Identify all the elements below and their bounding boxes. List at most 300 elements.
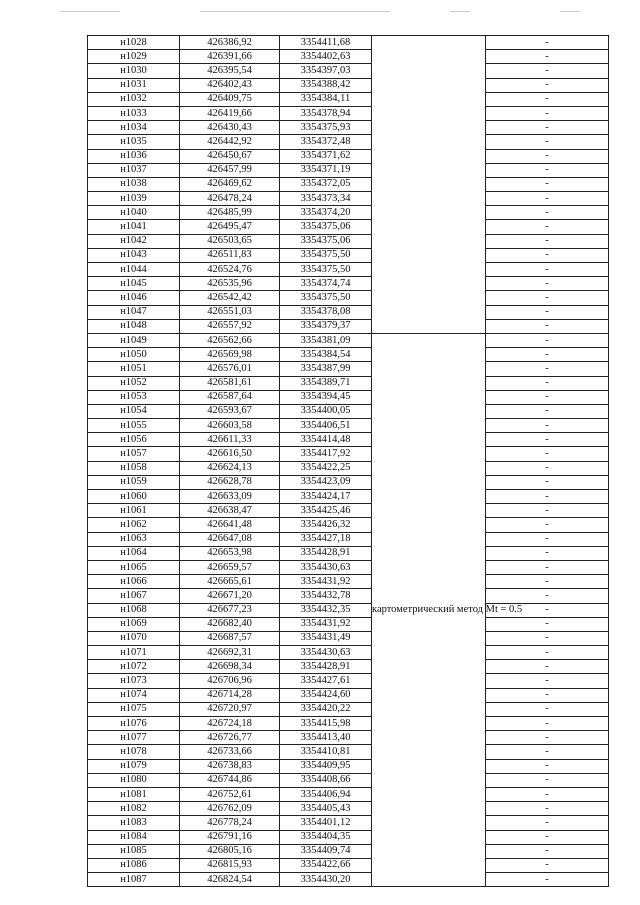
y-coordinate-cell: 3354402,63 — [280, 50, 372, 64]
note-cell: - — [486, 702, 609, 716]
x-coordinate-cell: 426724,18 — [180, 717, 280, 731]
y-coordinate-cell: 3354384,54 — [280, 348, 372, 362]
x-coordinate-cell: 426469,62 — [180, 177, 280, 191]
x-coordinate-cell: 426698,34 — [180, 660, 280, 674]
point-name-cell: н1030 — [88, 64, 180, 78]
note-cell: - — [486, 291, 609, 305]
point-name-cell: н1069 — [88, 617, 180, 631]
table-row — [88, 646, 609, 660]
table-row — [88, 305, 609, 319]
y-coordinate-cell: 3354372,05 — [280, 177, 372, 191]
y-coordinate-cell: 3354381,09 — [280, 333, 372, 347]
y-coordinate-cell: 3354430,63 — [280, 560, 372, 574]
point-name-cell: н1048 — [88, 319, 180, 333]
y-coordinate-cell: 3354378,08 — [280, 305, 372, 319]
x-coordinate-cell: 426682,40 — [180, 617, 280, 631]
point-name-cell: н1068 — [88, 603, 180, 617]
x-coordinate-cell: 426628,78 — [180, 475, 280, 489]
table-row — [88, 830, 609, 844]
table-row — [88, 631, 609, 645]
note-cell: - — [486, 220, 609, 234]
y-coordinate-cell: 3354373,34 — [280, 192, 372, 206]
point-name-cell: н1031 — [88, 78, 180, 92]
y-coordinate-cell: 3354432,35 — [280, 603, 372, 617]
table-row — [88, 50, 609, 64]
note-cell: - — [486, 759, 609, 773]
y-coordinate-cell: 3354375,93 — [280, 121, 372, 135]
y-coordinate-cell: 3354397,03 — [280, 64, 372, 78]
note-cell: - — [486, 532, 609, 546]
point-name-cell: н1034 — [88, 121, 180, 135]
table-row — [88, 78, 609, 92]
note-cell: - — [486, 206, 609, 220]
point-name-cell: н1032 — [88, 92, 180, 106]
note-cell: - — [486, 419, 609, 433]
y-coordinate-cell: 3354406,94 — [280, 787, 372, 801]
y-coordinate-cell: 3354417,92 — [280, 447, 372, 461]
x-coordinate-cell: 426778,24 — [180, 816, 280, 830]
note-cell: - — [486, 830, 609, 844]
table-row — [88, 802, 609, 816]
note-cell: - — [486, 78, 609, 92]
point-name-cell: н1045 — [88, 277, 180, 291]
point-name-cell: н1050 — [88, 348, 180, 362]
table-row — [88, 759, 609, 773]
y-coordinate-cell: 3354400,05 — [280, 404, 372, 418]
note-cell: - — [486, 149, 609, 163]
table-row — [88, 206, 609, 220]
note-cell: - — [486, 234, 609, 248]
x-coordinate-cell: 426706,96 — [180, 674, 280, 688]
point-name-cell: н1063 — [88, 532, 180, 546]
note-cell: - — [486, 163, 609, 177]
x-coordinate-cell: 426593,67 — [180, 404, 280, 418]
y-coordinate-cell: 3354430,20 — [280, 873, 372, 887]
table-row — [88, 106, 609, 120]
x-coordinate-cell: 426641,48 — [180, 518, 280, 532]
x-coordinate-cell: 426402,43 — [180, 78, 280, 92]
table-row — [88, 490, 609, 504]
coordinates-table — [87, 35, 609, 887]
table-row — [88, 277, 609, 291]
y-coordinate-cell: 3354413,40 — [280, 731, 372, 745]
point-name-cell: н1055 — [88, 419, 180, 433]
note-cell: - — [486, 36, 609, 50]
note-cell: - — [486, 717, 609, 731]
x-coordinate-cell: 426659,57 — [180, 560, 280, 574]
y-coordinate-cell: 3354388,42 — [280, 78, 372, 92]
note-cell: - — [486, 617, 609, 631]
point-name-cell: н1059 — [88, 475, 180, 489]
scan-artifact-line — [60, 11, 120, 12]
y-coordinate-cell: 3354431,49 — [280, 631, 372, 645]
note-cell: - — [486, 546, 609, 560]
note-cell: - — [486, 589, 609, 603]
x-coordinate-cell: 426495,47 — [180, 220, 280, 234]
point-name-cell: н1042 — [88, 234, 180, 248]
table-row — [88, 220, 609, 234]
table-row — [88, 135, 609, 149]
x-coordinate-cell: 426430,43 — [180, 121, 280, 135]
note-cell: - — [486, 121, 609, 135]
point-name-cell: н1036 — [88, 149, 180, 163]
note-cell: - — [486, 773, 609, 787]
y-coordinate-cell: 3354431,92 — [280, 575, 372, 589]
x-coordinate-cell: 426511,83 — [180, 248, 280, 262]
x-coordinate-cell: 426442,92 — [180, 135, 280, 149]
point-name-cell: н1049 — [88, 333, 180, 347]
x-coordinate-cell: 426503,65 — [180, 234, 280, 248]
y-coordinate-cell: 3354375,06 — [280, 220, 372, 234]
y-coordinate-cell: 3354428,91 — [280, 546, 372, 560]
table-row — [88, 504, 609, 518]
note-cell: - — [486, 631, 609, 645]
point-name-cell: н1033 — [88, 106, 180, 120]
note-cell: - — [486, 603, 609, 617]
y-coordinate-cell: 3354389,71 — [280, 376, 372, 390]
point-name-cell: н1080 — [88, 773, 180, 787]
table-row — [88, 376, 609, 390]
note-cell: - — [486, 560, 609, 574]
x-coordinate-cell: 426720,97 — [180, 702, 280, 716]
x-coordinate-cell: 426562,66 — [180, 333, 280, 347]
x-coordinate-cell: 426409,75 — [180, 92, 280, 106]
note-cell: - — [486, 404, 609, 418]
table-row — [88, 92, 609, 106]
point-name-cell: н1028 — [88, 36, 180, 50]
y-coordinate-cell: 3354411,68 — [280, 36, 372, 50]
table-row — [88, 248, 609, 262]
note-cell: - — [486, 362, 609, 376]
table-row — [88, 419, 609, 433]
point-name-cell: н1079 — [88, 759, 180, 773]
x-coordinate-cell: 426569,98 — [180, 348, 280, 362]
note-cell: - — [486, 376, 609, 390]
note-cell: - — [486, 348, 609, 362]
table-row — [88, 163, 609, 177]
y-coordinate-cell: 3354401,12 — [280, 816, 372, 830]
x-coordinate-cell: 426611,33 — [180, 433, 280, 447]
table-row — [88, 433, 609, 447]
note-cell: - — [486, 688, 609, 702]
table-row — [88, 36, 609, 50]
point-name-cell: н1074 — [88, 688, 180, 702]
note-cell: - — [486, 575, 609, 589]
x-coordinate-cell: 426587,64 — [180, 390, 280, 404]
x-coordinate-cell: 426824,54 — [180, 873, 280, 887]
point-name-cell: н1041 — [88, 220, 180, 234]
note-cell: - — [486, 433, 609, 447]
note-cell: - — [486, 50, 609, 64]
y-coordinate-cell: 3354387,99 — [280, 362, 372, 376]
y-coordinate-cell: 3354409,74 — [280, 844, 372, 858]
note-cell: - — [486, 858, 609, 872]
point-name-cell: н1038 — [88, 177, 180, 191]
table-row — [88, 858, 609, 872]
x-coordinate-cell: 426815,93 — [180, 858, 280, 872]
y-coordinate-cell: 3354422,25 — [280, 461, 372, 475]
y-coordinate-cell: 3354427,18 — [280, 532, 372, 546]
note-cell: - — [486, 646, 609, 660]
y-coordinate-cell: 3354371,62 — [280, 149, 372, 163]
x-coordinate-cell: 426386,92 — [180, 36, 280, 50]
y-coordinate-cell: 3354431,92 — [280, 617, 372, 631]
table-row — [88, 773, 609, 787]
note-cell: - — [486, 787, 609, 801]
x-coordinate-cell: 426557,92 — [180, 319, 280, 333]
y-coordinate-cell: 3354420,22 — [280, 702, 372, 716]
point-name-cell: н1047 — [88, 305, 180, 319]
table-row — [88, 475, 609, 489]
y-coordinate-cell: 3354423,09 — [280, 475, 372, 489]
y-coordinate-cell: 3354428,91 — [280, 660, 372, 674]
y-coordinate-cell: 3354426,32 — [280, 518, 372, 532]
point-name-cell: н1067 — [88, 589, 180, 603]
x-coordinate-cell: 426752,61 — [180, 787, 280, 801]
coordinates-table-body — [88, 36, 609, 887]
table-row — [88, 688, 609, 702]
table-row — [88, 546, 609, 560]
note-cell: - — [486, 475, 609, 489]
point-name-cell: н1060 — [88, 490, 180, 504]
point-name-cell: н1058 — [88, 461, 180, 475]
x-coordinate-cell: 426726,77 — [180, 731, 280, 745]
note-cell: - — [486, 504, 609, 518]
y-coordinate-cell: 3354374,20 — [280, 206, 372, 220]
scan-artifact-line — [450, 11, 470, 12]
point-name-cell: н1040 — [88, 206, 180, 220]
point-name-cell: н1053 — [88, 390, 180, 404]
table-row — [88, 603, 609, 617]
note-cell: - — [486, 177, 609, 191]
note-cell: - — [486, 518, 609, 532]
note-cell: - — [486, 447, 609, 461]
x-coordinate-cell: 426687,57 — [180, 631, 280, 645]
note-cell: - — [486, 319, 609, 333]
note-cell: - — [486, 802, 609, 816]
y-coordinate-cell: 3354375,50 — [280, 291, 372, 305]
note-cell: - — [486, 135, 609, 149]
table-row — [88, 589, 609, 603]
note-cell: - — [486, 461, 609, 475]
point-name-cell: н1046 — [88, 291, 180, 305]
x-coordinate-cell: 426603,58 — [180, 419, 280, 433]
table-row — [88, 731, 609, 745]
y-coordinate-cell: 3354406,51 — [280, 419, 372, 433]
note-cell: - — [486, 263, 609, 277]
table-row — [88, 461, 609, 475]
point-name-cell: н1066 — [88, 575, 180, 589]
x-coordinate-cell: 426762,09 — [180, 802, 280, 816]
table-row — [88, 717, 609, 731]
y-coordinate-cell: 3354374,74 — [280, 277, 372, 291]
table-row — [88, 532, 609, 546]
x-coordinate-cell: 426733,66 — [180, 745, 280, 759]
y-coordinate-cell: 3354372,48 — [280, 135, 372, 149]
x-coordinate-cell: 426542,42 — [180, 291, 280, 305]
y-coordinate-cell: 3354404,35 — [280, 830, 372, 844]
y-coordinate-cell: 3354430,63 — [280, 646, 372, 660]
x-coordinate-cell: 426665,61 — [180, 575, 280, 589]
x-coordinate-cell: 426576,01 — [180, 362, 280, 376]
y-coordinate-cell: 3354409,95 — [280, 759, 372, 773]
y-coordinate-cell: 3354378,94 — [280, 106, 372, 120]
point-name-cell: н1043 — [88, 248, 180, 262]
x-coordinate-cell: 426395,54 — [180, 64, 280, 78]
scan-artifact-line — [560, 11, 580, 12]
y-coordinate-cell: 3354375,50 — [280, 263, 372, 277]
table-row — [88, 674, 609, 688]
y-coordinate-cell: 3354384,11 — [280, 92, 372, 106]
y-coordinate-cell: 3354408,66 — [280, 773, 372, 787]
table-row — [88, 518, 609, 532]
y-coordinate-cell: 3354422,66 — [280, 858, 372, 872]
note-cell: - — [486, 305, 609, 319]
x-coordinate-cell: 426653,98 — [180, 546, 280, 560]
x-coordinate-cell: 426419,66 — [180, 106, 280, 120]
table-row — [88, 177, 609, 191]
y-coordinate-cell: 3354379,37 — [280, 319, 372, 333]
x-coordinate-cell: 426638,47 — [180, 504, 280, 518]
note-cell: - — [486, 248, 609, 262]
x-coordinate-cell: 426485,99 — [180, 206, 280, 220]
point-name-cell: н1054 — [88, 404, 180, 418]
table-row — [88, 702, 609, 716]
x-coordinate-cell: 426551,03 — [180, 305, 280, 319]
point-name-cell: н1084 — [88, 830, 180, 844]
x-coordinate-cell: 426744,86 — [180, 773, 280, 787]
y-coordinate-cell: 3354415,98 — [280, 717, 372, 731]
point-name-cell: н1044 — [88, 263, 180, 277]
note-cell: - — [486, 390, 609, 404]
y-coordinate-cell: 3354425,46 — [280, 504, 372, 518]
point-name-cell: н1062 — [88, 518, 180, 532]
note-cell: - — [486, 92, 609, 106]
y-coordinate-cell: 3354394,45 — [280, 390, 372, 404]
table-row — [88, 64, 609, 78]
table-row — [88, 121, 609, 135]
table-row — [88, 348, 609, 362]
point-name-cell: н1056 — [88, 433, 180, 447]
x-coordinate-cell: 426457,99 — [180, 163, 280, 177]
point-name-cell: н1075 — [88, 702, 180, 716]
x-coordinate-cell: 426738,83 — [180, 759, 280, 773]
point-name-cell: н1029 — [88, 50, 180, 64]
note-cell: - — [486, 64, 609, 78]
x-coordinate-cell: 426391,66 — [180, 50, 280, 64]
table-row — [88, 873, 609, 887]
point-name-cell: н1085 — [88, 844, 180, 858]
note-cell: - — [486, 490, 609, 504]
point-name-cell: н1082 — [88, 802, 180, 816]
y-coordinate-cell: 3354424,17 — [280, 490, 372, 504]
table-row — [88, 660, 609, 674]
table-row — [88, 816, 609, 830]
note-cell: - — [486, 745, 609, 759]
x-coordinate-cell: 426677,23 — [180, 603, 280, 617]
point-name-cell: н1057 — [88, 447, 180, 461]
scan-artifact-line — [200, 11, 390, 12]
point-name-cell: н1061 — [88, 504, 180, 518]
point-name-cell: н1073 — [88, 674, 180, 688]
x-coordinate-cell: 426714,28 — [180, 688, 280, 702]
note-cell: - — [486, 277, 609, 291]
x-coordinate-cell: 426478,24 — [180, 192, 280, 206]
note-cell: - — [486, 674, 609, 688]
table-row — [88, 192, 609, 206]
table-row — [88, 617, 609, 631]
note-cell: - — [486, 731, 609, 745]
x-coordinate-cell: 426524,76 — [180, 263, 280, 277]
method-cell-bottom: картометрический метод Mt = 0.5 — [372, 333, 486, 886]
point-name-cell: н1064 — [88, 546, 180, 560]
point-name-cell: н1052 — [88, 376, 180, 390]
note-cell: - — [486, 873, 609, 887]
y-coordinate-cell: 3354375,50 — [280, 248, 372, 262]
y-coordinate-cell: 3354405,43 — [280, 802, 372, 816]
note-cell: - — [486, 844, 609, 858]
table-row — [88, 291, 609, 305]
point-name-cell: н1070 — [88, 631, 180, 645]
table-row — [88, 560, 609, 574]
point-name-cell: н1086 — [88, 858, 180, 872]
x-coordinate-cell: 426535,96 — [180, 277, 280, 291]
x-coordinate-cell: 426633,09 — [180, 490, 280, 504]
table-row — [88, 234, 609, 248]
point-name-cell: н1037 — [88, 163, 180, 177]
table-row — [88, 447, 609, 461]
y-coordinate-cell: 3354414,48 — [280, 433, 372, 447]
note-cell: - — [486, 816, 609, 830]
table-row — [88, 745, 609, 759]
note-cell: - — [486, 106, 609, 120]
y-coordinate-cell: 3354371,19 — [280, 163, 372, 177]
table-row — [88, 319, 609, 333]
y-coordinate-cell: 3354427,61 — [280, 674, 372, 688]
table-row — [88, 263, 609, 277]
point-name-cell: н1076 — [88, 717, 180, 731]
note-cell: - — [486, 333, 609, 347]
point-name-cell: н1051 — [88, 362, 180, 376]
y-coordinate-cell: 3354375,06 — [280, 234, 372, 248]
x-coordinate-cell: 426791,16 — [180, 830, 280, 844]
table-row — [88, 149, 609, 163]
method-cell-top — [372, 36, 486, 334]
note-cell: - — [486, 660, 609, 674]
point-name-cell: н1072 — [88, 660, 180, 674]
table-row — [88, 362, 609, 376]
x-coordinate-cell: 426624,13 — [180, 461, 280, 475]
x-coordinate-cell: 426616,50 — [180, 447, 280, 461]
note-cell: - — [486, 192, 609, 206]
y-coordinate-cell: 3354410,81 — [280, 745, 372, 759]
point-name-cell: н1035 — [88, 135, 180, 149]
x-coordinate-cell: 426805,16 — [180, 844, 280, 858]
x-coordinate-cell: 426581,61 — [180, 376, 280, 390]
table-row — [88, 787, 609, 801]
table-row — [88, 333, 609, 347]
point-name-cell: н1083 — [88, 816, 180, 830]
x-coordinate-cell: 426450,67 — [180, 149, 280, 163]
x-coordinate-cell: 426692,31 — [180, 646, 280, 660]
table-row — [88, 390, 609, 404]
x-coordinate-cell: 426671,20 — [180, 589, 280, 603]
point-name-cell: н1078 — [88, 745, 180, 759]
point-name-cell: н1071 — [88, 646, 180, 660]
table-row — [88, 404, 609, 418]
point-name-cell: н1087 — [88, 873, 180, 887]
table-row — [88, 575, 609, 589]
